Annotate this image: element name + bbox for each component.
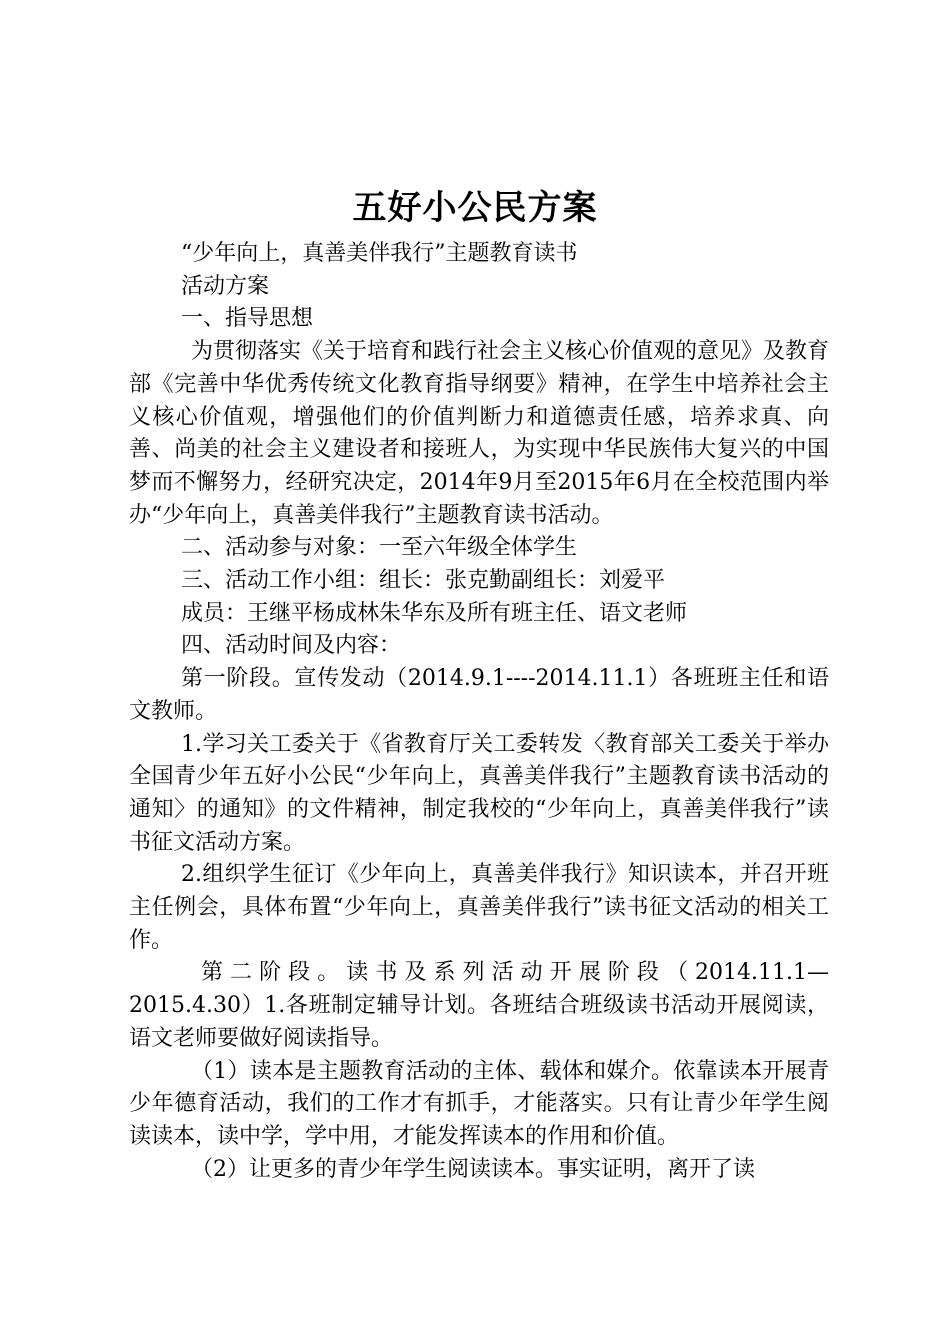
paragraph-stage-one: 第一阶段。宣传发动（2014.9.1----2014.11.1）各班班主任和语文教师。 xyxy=(129,666,829,724)
paragraph-stage-two: 第二阶段。读书及系列活动开展阶段（2014.11.1—2015.4.30）1.各班制定辅导计划。各班结合班级读书活动开展阅读，语文老师要做好阅读指导。 xyxy=(129,960,829,1051)
document-title: 五好小公民方案 xyxy=(352,188,598,228)
paragraph-point-1: （1）读本是主题教育活动的主体、载体和媒介。依靠读本开展青少年德育活动，我们的工作才有抓手，才能落实。只有让青少年学生阅读读本，读中学，学中用，才能发挥读本的作用和价值。 xyxy=(129,1058,829,1149)
subtitle-line-1: “少年向上，真善美伴我行”主题教育读书 xyxy=(181,241,578,266)
section-time-and-content: 四、活动时间及内容： xyxy=(181,633,402,659)
document-body xyxy=(129,238,829,1186)
section-participants: 二、活动参与对象：一至六年级全体学生 xyxy=(181,535,578,561)
section-working-group: 三、活动工作小组：组长：张克勤副组长：刘爱平 xyxy=(181,568,666,594)
subtitle-line-2: 活动方案 xyxy=(181,273,270,299)
paragraph-guiding-ideology: 为贯彻落实《关于培育和践行社会主义核心价值观的意见》及教育部《完善中华优秀传统文化教育指导纲要》精神，在学生中培养社会主义核心价值观，增强他们的价值判断力和道德责任感，培养求真、向善、尚美的社会主义建设者和接班人，为实现中华民族伟大复兴的中国梦而不懈努力，经研究决定，2014年9月至2015年6月在全校范围内举办“少年向上，真善美伴我行”主题教育读书活动。 xyxy=(129,339,830,528)
working-group-members: 成员：王继平杨成林朱华东及所有班主任、语文老师 xyxy=(181,600,688,626)
section-heading-guiding-ideology: 一、指导思想 xyxy=(181,306,314,332)
paragraph-item-1: 1.学习关工委关于《省教育厅关工委转发〈教育部关工委关于举办全国青少年五好小公民“少年向上，真善美伴我行”主题教育读书活动的通知〉的通知》的文件精神，制定我校的“少年向上，真善美伴我行”读书征文活动方案。 xyxy=(129,731,829,855)
paragraph-point-2: （2）让更多的青少年学生阅读读本。事实证明，离开了读 xyxy=(191,1156,755,1182)
paragraph-item-2: 2.组织学生征订《少年向上，真善美伴我行》知识读本，并召开班主任例会，具体布置“少年向上，真善美伴我行”读书征文活动的相关工作。 xyxy=(129,862,829,953)
